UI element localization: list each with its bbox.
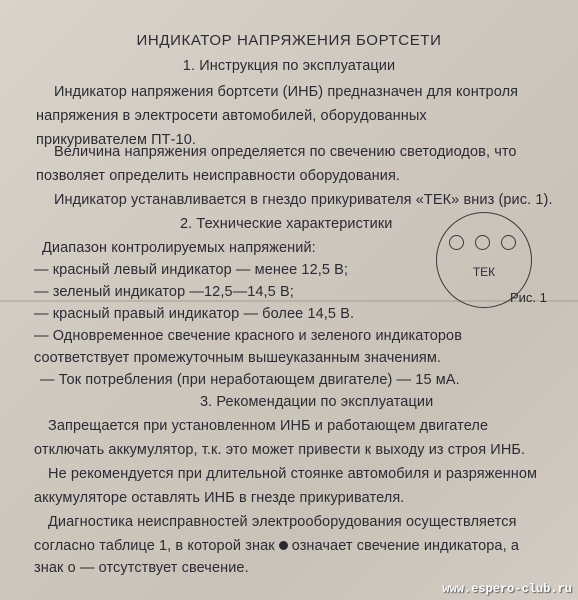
section1-line: Индикатор напряжения бортсети (ИНБ) предназначен для контроля (54, 84, 519, 100)
section1-line: Индикатор устанавливается в гнездо прикуривателя «ТЕК» вниз (рис. 1). (54, 192, 553, 208)
section2-line: — зеленый индикатор —12,5—14,5 В; (34, 284, 294, 300)
led-circle-left-icon (449, 235, 464, 250)
section3-final-line: знак о — отсутствует свечение. (34, 560, 249, 576)
section3-line: отключать аккумулятор, т.к. это может привести к выходу из строя ИНБ. (34, 442, 526, 458)
section3-line: Диагностика неисправностей электрооборудования осуществляется (48, 514, 517, 530)
legend-text-before: согласно таблице 1, в которой знак (34, 538, 275, 554)
section2-line: соответствует промежуточным вышеуказанным значениям. (34, 350, 442, 366)
figure-label: ТЕК (472, 265, 496, 279)
watermark: www.espero-club.ru (442, 582, 572, 596)
section2-heading: 2. Технические характеристики (180, 216, 393, 232)
section1-line: прикуривателем ПТ-10. (36, 132, 197, 148)
legend-text-after: означает свечение индикатора, а (291, 538, 520, 554)
section3-line: Запрещается при установленном ИНБ и работающем двигателе (48, 418, 489, 434)
section3-line: Не рекомендуется при длительной стоянке автомобиля и разряженном (48, 466, 538, 482)
section2-line: — красный правый индикатор — более 14,5 В. (34, 306, 355, 322)
section1-line: Величина напряжения определяется по свечению светодиодов, что (54, 144, 517, 160)
section1-line: позволяет определить неисправности оборудования. (36, 168, 401, 184)
document-title: ИНДИКАТОР НАПРЯЖЕНИЯ БОРТСЕТИ (136, 32, 442, 49)
filled-dot-icon (279, 541, 288, 550)
section2-line: — Одновременное свечение красного и зеленого индикаторов (34, 328, 463, 344)
section3-legend-line (34, 538, 519, 554)
led-circle-center-icon (475, 235, 490, 250)
section2-line: Диапазон контролируемых напряжений: (42, 240, 316, 256)
section3-line: аккумуляторе оставлять ИНБ в гнезде прикуривателя. (34, 490, 405, 506)
section3-heading: 3. Рекомендации по эксплуатации (200, 394, 434, 410)
led-circle-right-icon (501, 235, 516, 250)
section1-line: напряжения в электросети автомобилей, оборудованных (36, 108, 427, 124)
section2-line: — красный левый индикатор — менее 12,5 В; (34, 262, 349, 278)
figure-caption: Рис. 1 (510, 290, 547, 305)
section1-heading: 1. Инструкция по эксплуатации (182, 58, 396, 74)
section2-line: — Ток потребления (при неработающем двигателе) — 15 мА. (40, 372, 460, 388)
